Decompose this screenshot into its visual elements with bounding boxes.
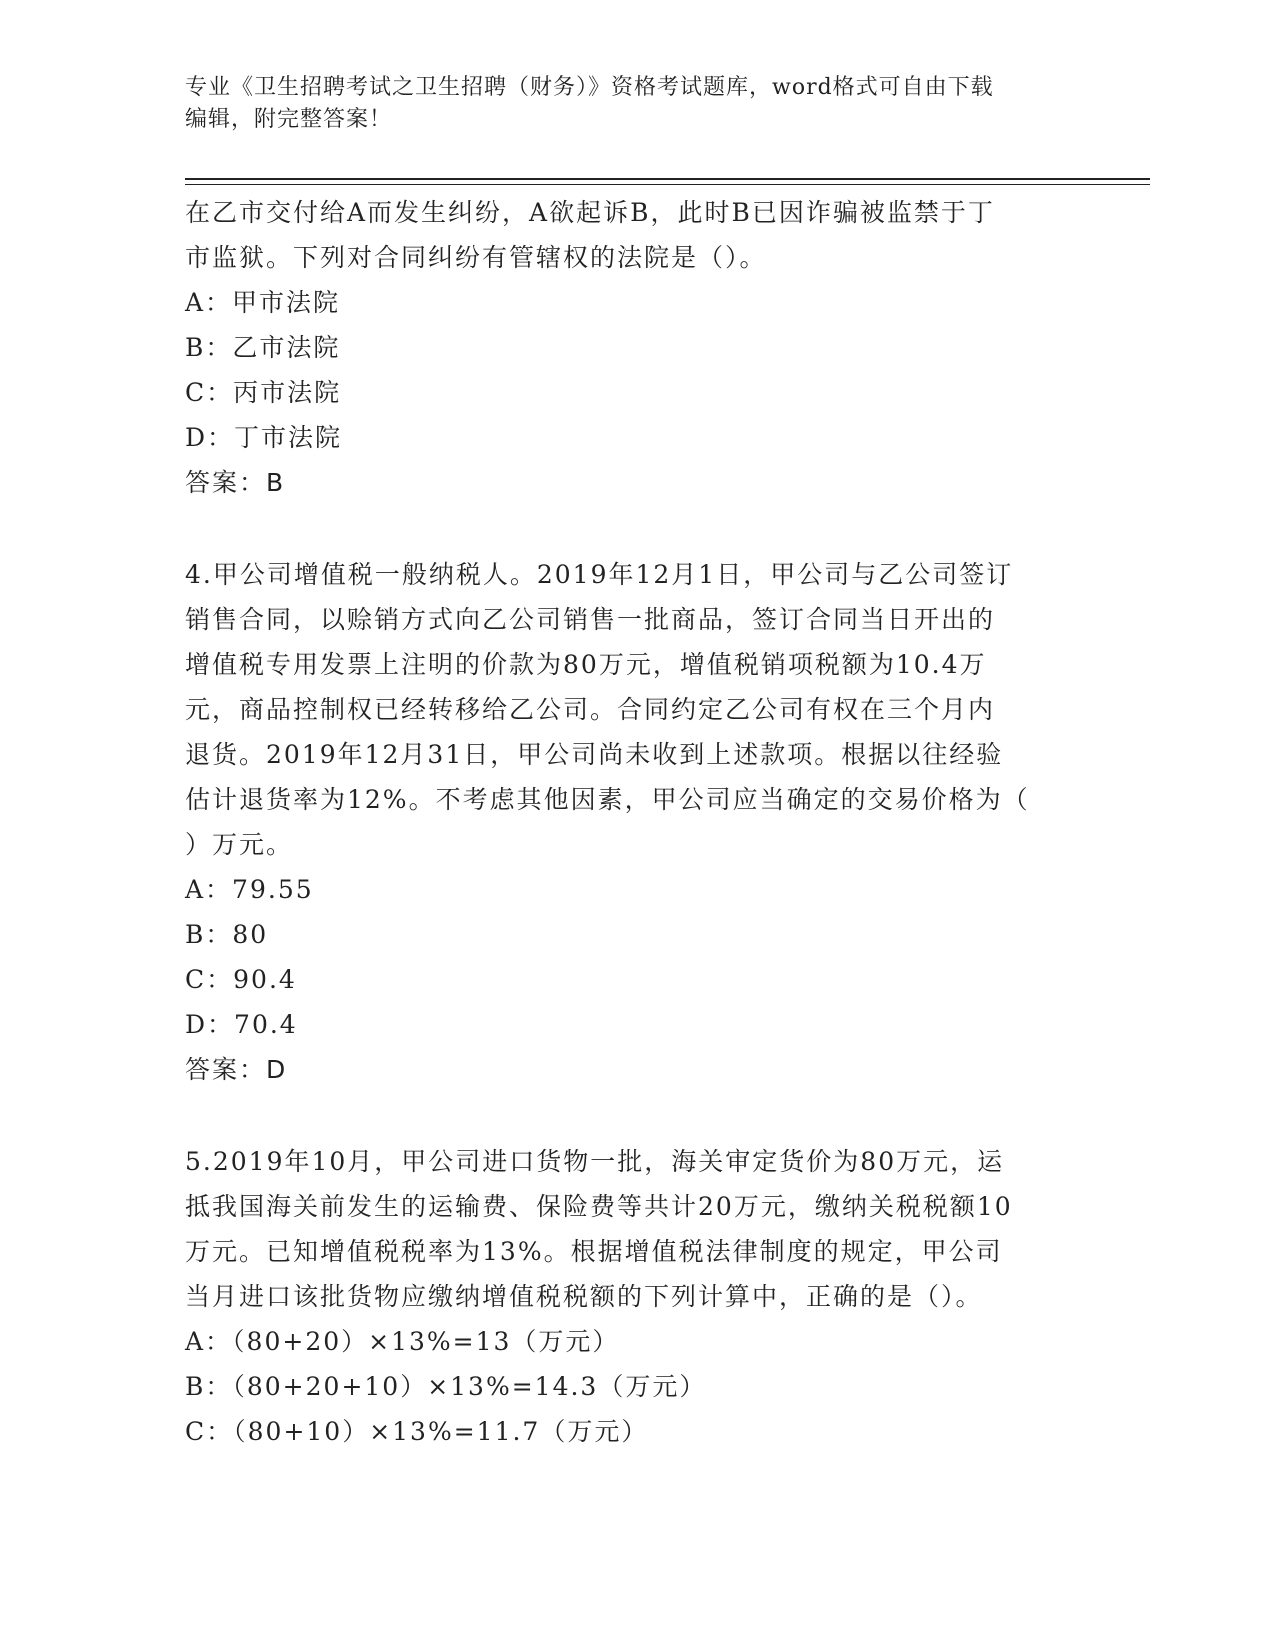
question-text-line: 市监狱。下列对合同纠纷有管辖权的法院是（）。 [185, 243, 767, 272]
question-text-line: 在乙市交付给A而发生纠纷，A欲起诉B，此时B已因诈骗被监禁于丁 [185, 198, 995, 227]
option-d: D：70.4 [185, 1010, 298, 1039]
question-5 [185, 1139, 1085, 1454]
document-body [185, 190, 1085, 1454]
question-text-line: 当月进口该批货物应缴纳增值税税额的下列计算中，正确的是（）。 [185, 1282, 983, 1311]
header-line-2: 编辑，附完整答案！ [185, 107, 393, 132]
header-line-1: 专业《卫生招聘考试之卫生招聘（财务）》资格考试题库，word格式可自由下载 [185, 75, 994, 100]
option-b: B：乙市法院 [185, 333, 341, 362]
header-rule-thin [185, 184, 1150, 185]
question-text-line: 抵我国海关前发生的运输费、保险费等共计20万元，缴纳关税税额10 [185, 1192, 1013, 1221]
question-3 [185, 190, 1085, 505]
answer-line: 答案：D [185, 1055, 288, 1084]
question-text-line: 万元。已知增值税税率为13%。根据增值税法律制度的规定，甲公司 [185, 1237, 1003, 1266]
question-text-line: ）万元。 [185, 830, 294, 859]
question-text-line: 增值税专用发票上注明的价款为80万元，增值税销项税额为10.4万 [185, 650, 987, 679]
option-b: B：（80+20+10）×13%=14.3（万元） [185, 1372, 707, 1401]
question-4 [185, 552, 1085, 1092]
question-text-line: 4.甲公司增值税一般纳税人。2019年12月1日，甲公司与乙公司签订 [185, 560, 1014, 589]
option-d: D：丁市法院 [185, 423, 343, 452]
question-text-line: 销售合同，以赊销方式向乙公司销售一批商品，签订合同当日开出的 [185, 605, 996, 634]
option-c: C：（80+10）×13%=11.7（万元） [185, 1417, 649, 1446]
answer-line: 答案：B [185, 468, 286, 497]
option-c: C：丙市法院 [185, 378, 342, 407]
option-a: A：（80+20）×13%=13（万元） [185, 1327, 620, 1356]
option-c: C：90.4 [185, 965, 297, 994]
option-a: A：79.55 [185, 875, 314, 904]
question-text-line: 估计退货率为12%。不考虑其他因素，甲公司应当确定的交易价格为（ [185, 785, 1030, 814]
question-text-line: 退货。2019年12月31日，甲公司尚未收到上述款项。根据以往经验 [185, 740, 1004, 769]
question-text-line: 元，商品控制权已经转移给乙公司。合同约定乙公司有权在三个月内 [185, 695, 996, 724]
question-text-line: 5.2019年10月，甲公司进口货物一批，海关审定货价为80万元，运 [185, 1147, 1005, 1176]
option-b: B：80 [185, 920, 269, 949]
document-header [185, 72, 1075, 136]
option-a: A：甲市法院 [185, 288, 341, 317]
header-rule-thick [185, 178, 1150, 180]
